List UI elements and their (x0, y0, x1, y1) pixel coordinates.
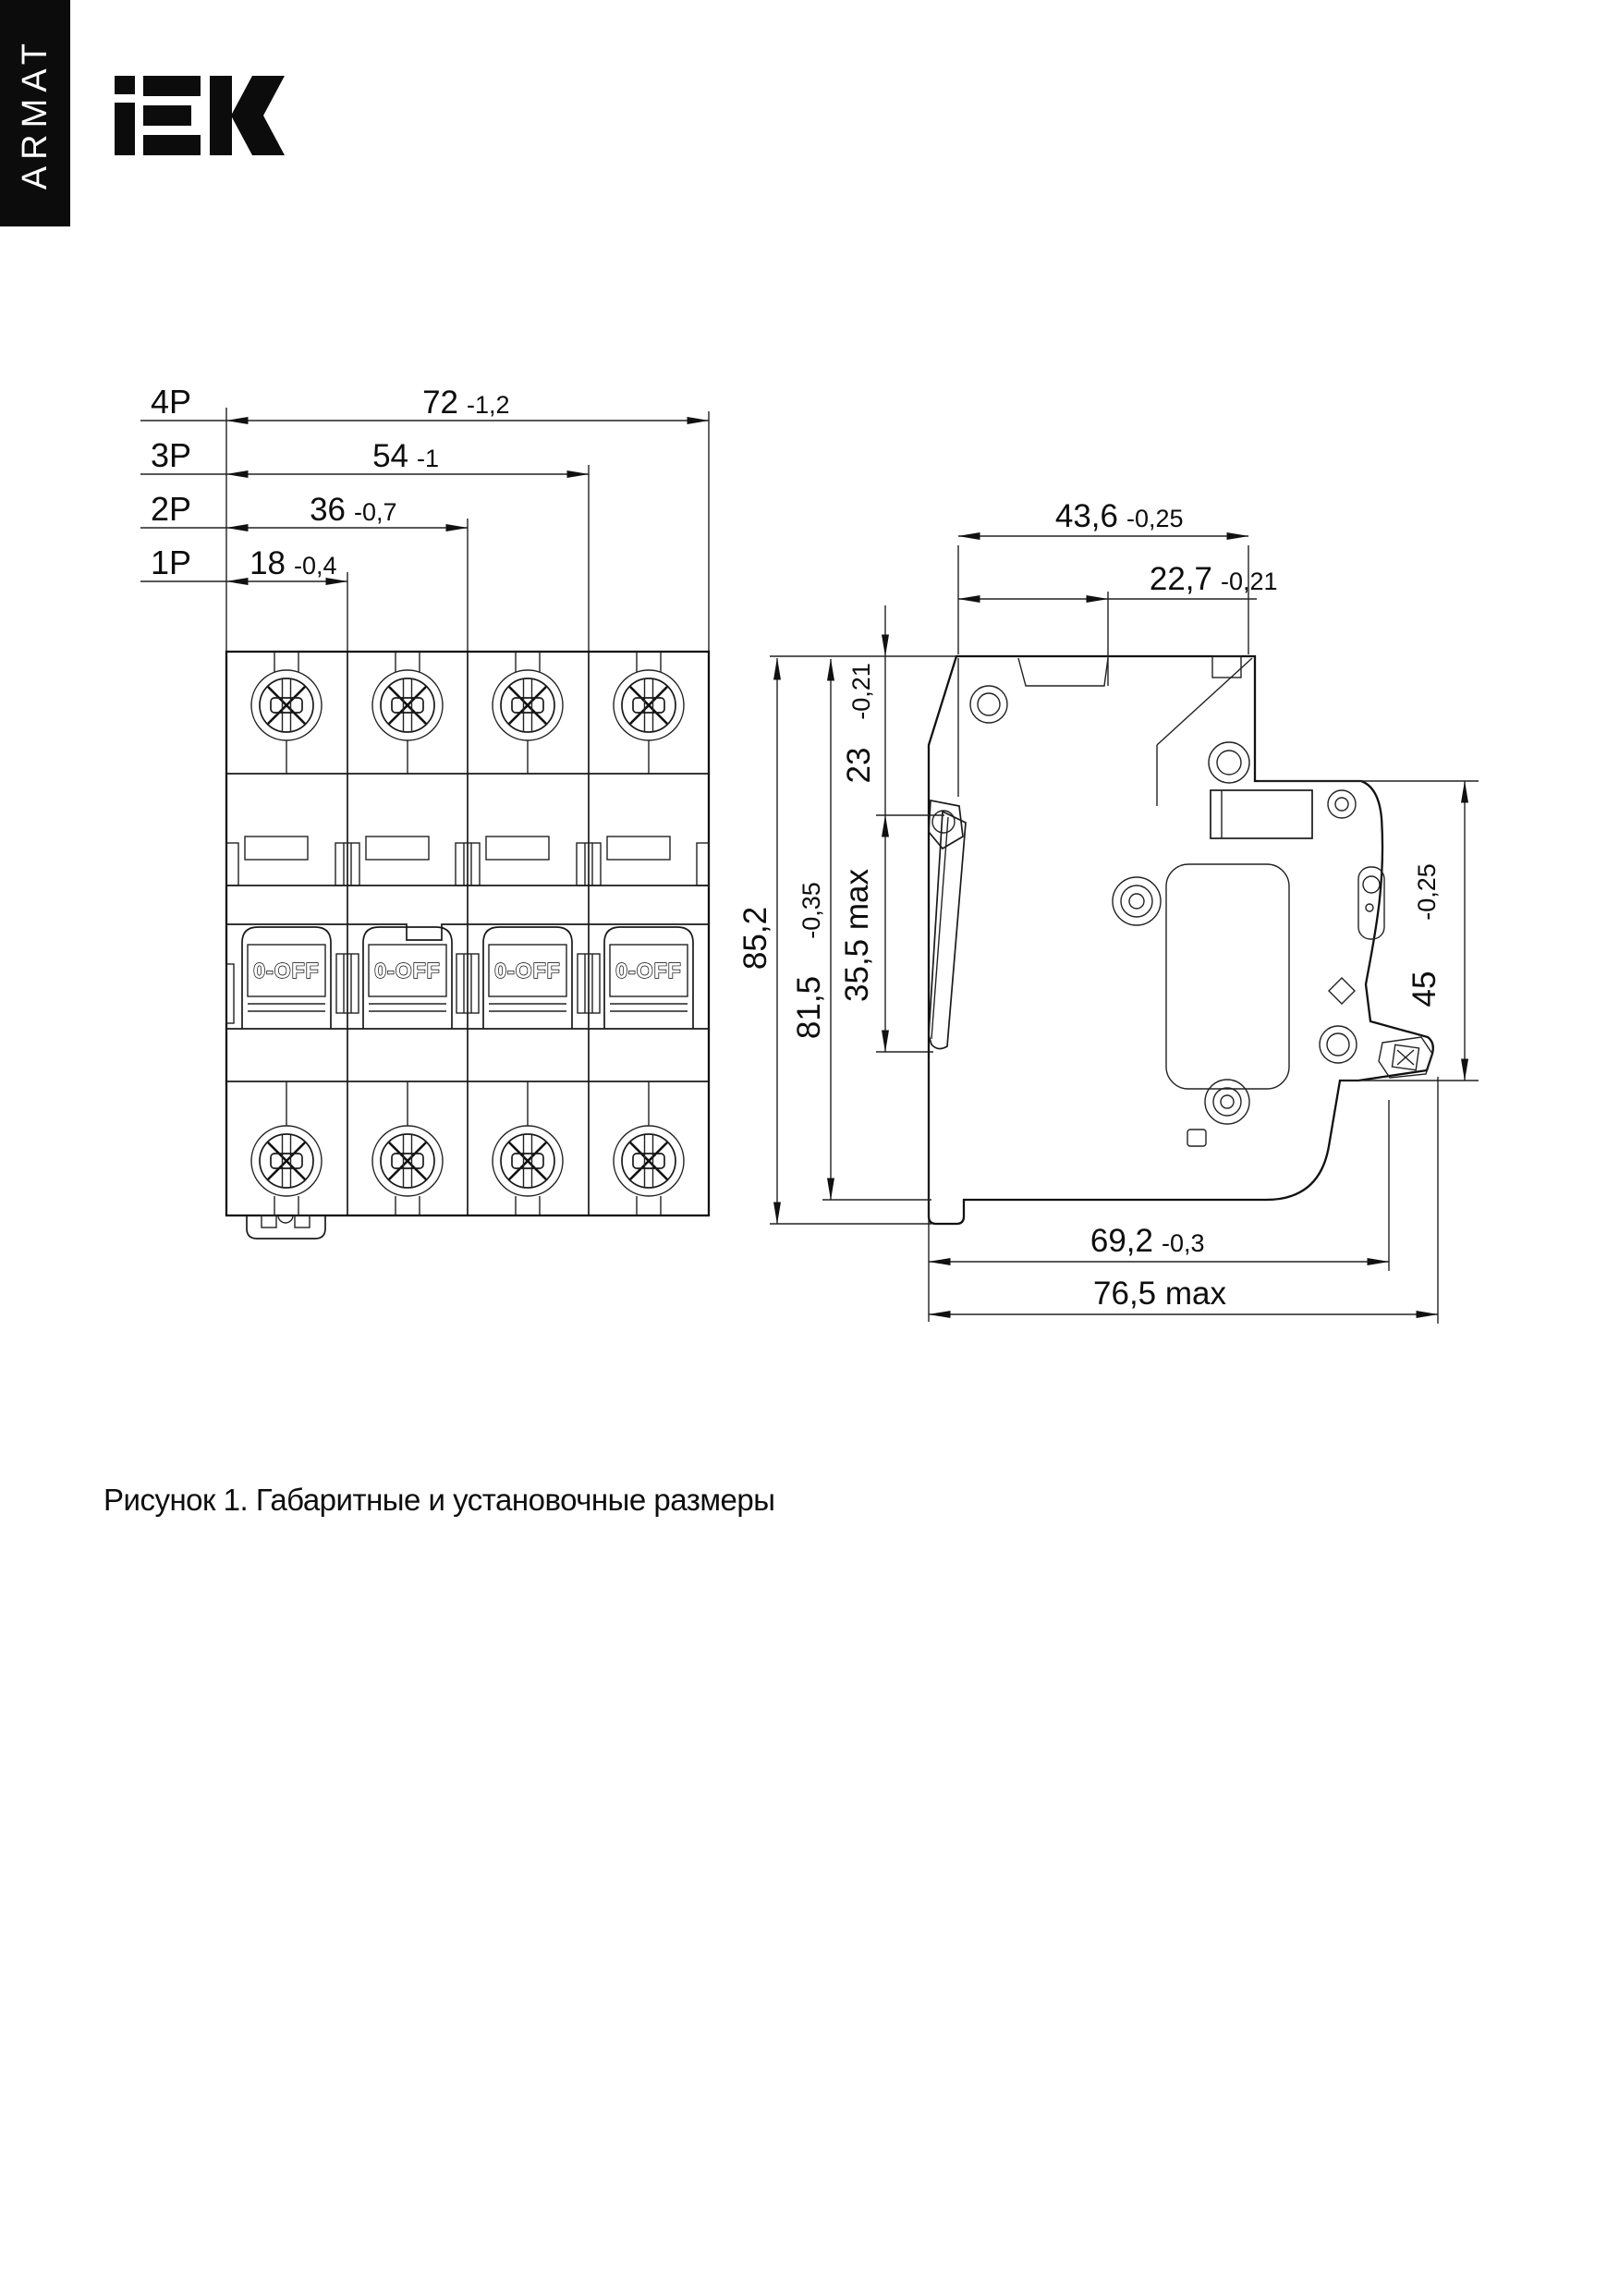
dim-label-1p: 1P (151, 543, 192, 581)
dim-depth-tolerance: -0,25 (1126, 505, 1184, 532)
side-toggle-handle (929, 812, 966, 1049)
dim-offset-top-value: 23 (841, 747, 877, 784)
dim-label-4p: 4P (151, 383, 192, 421)
side-view (737, 498, 1479, 1324)
dim-height-total-value: 85,2 (737, 906, 773, 971)
dim-mount-depth-tolerance: -0,3 (1162, 1229, 1205, 1257)
dim-depth-value: 43,6 (1054, 498, 1118, 534)
dim-height-body-value: 81,5 (791, 975, 827, 1040)
dim-label-3p: 3P (151, 436, 192, 474)
dim-rail-section-tolerance: -0,25 (1413, 863, 1441, 921)
dim-offset-top-tolerance: -0,21 (847, 663, 875, 720)
front-view-body (226, 652, 709, 1239)
dim-depth-recess-tolerance: -0,21 (1221, 568, 1278, 595)
dim-height-body-tolerance: -0,35 (797, 882, 825, 939)
dim-1p-tolerance: -0,4 (294, 552, 337, 580)
dim-depth-recess-value: 22,7 (1149, 561, 1212, 597)
dim-3p-value: 54 (372, 438, 408, 474)
dim-4p-tolerance: -1,2 (467, 391, 510, 419)
dim-label-2p: 2P (151, 490, 192, 528)
side-screw-bosses (970, 686, 1357, 1124)
front-view (140, 383, 709, 1239)
dim-rail-section-value: 45 (1406, 971, 1442, 1008)
dim-mount-depth-value: 69,2 (1089, 1223, 1153, 1259)
dim-4p-value: 72 (422, 385, 458, 421)
dim-max-depth-value: 76,5 max (1093, 1276, 1226, 1312)
toggle-row (226, 927, 693, 1029)
front-view-dimensions (140, 383, 709, 652)
dim-1p-value: 18 (250, 545, 286, 581)
brand-vertical-label: ARMAT (15, 36, 55, 190)
din-foot (247, 1215, 325, 1239)
dim-2p-tolerance: -0,7 (354, 498, 397, 526)
side-view-body (929, 656, 1433, 1224)
dim-2p-value: 36 (310, 492, 346, 528)
figure-caption: Рисунок 1. Габаритные и установочные размеры (103, 1483, 775, 1517)
dim-toggle-zone-value: 35,5 max (839, 869, 875, 1002)
dimension-drawing: 0-OFF 4P 3P 2P 1P 72 -1,2 54 -1 36 -0,7 18 -0,4 43,6 -0,25 22,7 -0,21 85,2 81,5 -0,35 23 -0,21 35,5 max 45 -0,25 69,2 -0,3 76,5 max (0, 0, 1619, 2296)
dim-3p-tolerance: -1 (417, 445, 440, 472)
